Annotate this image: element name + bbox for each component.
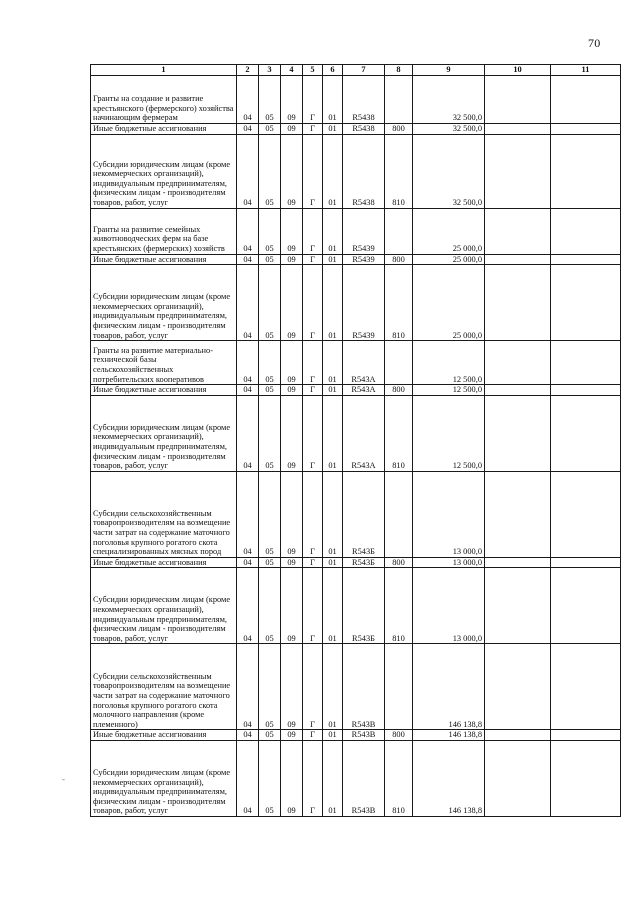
- col-5-cell: Г: [303, 341, 323, 385]
- table-row: [91, 254, 621, 265]
- col-3-cell: 05: [259, 557, 281, 568]
- amount-cell: 32 500,0: [413, 134, 485, 208]
- target-code-cell: R5439: [343, 208, 385, 254]
- expense-type-cell: 800: [385, 385, 413, 396]
- col-11-cell: [551, 568, 621, 644]
- row-name-cell: Субсидии юридическим лицам (кроме некоммерческих организаций), индивидуальным предпринимателям, физическим лицам - производителям товаров, работ, услуг: [91, 395, 237, 471]
- col-10-cell: [485, 134, 551, 208]
- expense-type-cell: 810: [385, 568, 413, 644]
- col-10-cell: [485, 740, 551, 816]
- col-11-cell: [551, 76, 621, 124]
- col-6-cell: 01: [323, 265, 343, 341]
- col-4-cell: 09: [281, 568, 303, 644]
- col-6-cell: 01: [323, 124, 343, 135]
- col-5-cell: Г: [303, 740, 323, 816]
- col-2-cell: 04: [237, 557, 259, 568]
- col-4-cell: 09: [281, 134, 303, 208]
- row-name-cell: Гранты на развитие семейных животноводческих ферм на базе крестьянских (фермерских) хозяйств: [91, 208, 237, 254]
- scan-mark: -: [62, 774, 65, 784]
- col-5-cell: Г: [303, 76, 323, 124]
- col-11-cell: [551, 557, 621, 568]
- header-cell: 9: [413, 65, 485, 76]
- col-4-cell: 09: [281, 557, 303, 568]
- col-11-cell: [551, 385, 621, 396]
- target-code-cell: R543Б: [343, 471, 385, 557]
- col-10-cell: [485, 568, 551, 644]
- target-code-cell: R5438: [343, 76, 385, 124]
- col-3-cell: 05: [259, 740, 281, 816]
- col-11-cell: [551, 254, 621, 265]
- row-name-cell: Субсидии сельскохозяйственным товаропроизводителям на возмещение части затрат на содержание маточного поголовья крупного рогатого скота специализированных мясных пород: [91, 471, 237, 557]
- row-name-cell: Субсидии юридическим лицам (кроме некоммерческих организаций), индивидуальным предпринимателям, физическим лицам - производителям товаров, работ, услуг: [91, 265, 237, 341]
- amount-cell: 13 000,0: [413, 568, 485, 644]
- col-6-cell: 01: [323, 76, 343, 124]
- col-3-cell: 05: [259, 254, 281, 265]
- target-code-cell: R5439: [343, 265, 385, 341]
- col-4-cell: 09: [281, 740, 303, 816]
- target-code-cell: R5438: [343, 124, 385, 135]
- expense-type-cell: [385, 471, 413, 557]
- target-code-cell: R543В: [343, 644, 385, 730]
- amount-cell: 32 500,0: [413, 76, 485, 124]
- col-6-cell: 01: [323, 208, 343, 254]
- table-row: [91, 740, 621, 816]
- row-name-cell: Гранты на создание и развитие крестьянского (фермерского) хозяйства начинающим фермерам: [91, 76, 237, 124]
- col-4-cell: 09: [281, 254, 303, 265]
- col-10-cell: [485, 385, 551, 396]
- col-2-cell: 04: [237, 134, 259, 208]
- col-3-cell: 05: [259, 76, 281, 124]
- col-2-cell: 04: [237, 740, 259, 816]
- header-cell: 8: [385, 65, 413, 76]
- expense-type-cell: 800: [385, 730, 413, 741]
- col-3-cell: 05: [259, 644, 281, 730]
- table-row: [91, 76, 621, 124]
- col-5-cell: Г: [303, 134, 323, 208]
- expense-type-cell: 800: [385, 557, 413, 568]
- col-6-cell: 01: [323, 730, 343, 741]
- table-row: [91, 471, 621, 557]
- table-row: [91, 568, 621, 644]
- col-4-cell: 09: [281, 730, 303, 741]
- col-10-cell: [485, 208, 551, 254]
- col-5-cell: Г: [303, 385, 323, 396]
- header-cell: 1: [91, 65, 237, 76]
- col-4-cell: 09: [281, 208, 303, 254]
- col-4-cell: 09: [281, 471, 303, 557]
- col-11-cell: [551, 644, 621, 730]
- expense-type-cell: 810: [385, 134, 413, 208]
- col-4-cell: 09: [281, 644, 303, 730]
- col-10-cell: [485, 254, 551, 265]
- col-10-cell: [485, 730, 551, 741]
- col-2-cell: 04: [237, 76, 259, 124]
- col-6-cell: 01: [323, 644, 343, 730]
- header-cell: 5: [303, 65, 323, 76]
- col-2-cell: 04: [237, 265, 259, 341]
- row-name-cell: Иные бюджетные ассигнования: [91, 557, 237, 568]
- amount-cell: 146 138,8: [413, 644, 485, 730]
- target-code-cell: R543Б: [343, 557, 385, 568]
- col-6-cell: 01: [323, 134, 343, 208]
- table-row: [91, 208, 621, 254]
- budget-table: [90, 64, 621, 817]
- expense-type-cell: [385, 644, 413, 730]
- col-5-cell: Г: [303, 568, 323, 644]
- col-2-cell: 04: [237, 385, 259, 396]
- expense-type-cell: 810: [385, 265, 413, 341]
- target-code-cell: R5438: [343, 134, 385, 208]
- col-3-cell: 05: [259, 134, 281, 208]
- table-row: [91, 134, 621, 208]
- col-3-cell: 05: [259, 395, 281, 471]
- col-11-cell: [551, 208, 621, 254]
- table-row: [91, 395, 621, 471]
- table-row: [91, 124, 621, 135]
- col-10-cell: [485, 341, 551, 385]
- col-2-cell: 04: [237, 730, 259, 741]
- col-5-cell: Г: [303, 471, 323, 557]
- expense-type-cell: [385, 76, 413, 124]
- row-name-cell: Субсидии юридическим лицам (кроме некоммерческих организаций), индивидуальным предпринимателям, физическим лицам - производителям товаров, работ, услуг: [91, 134, 237, 208]
- col-2-cell: 04: [237, 124, 259, 135]
- col-11-cell: [551, 265, 621, 341]
- table-row: [91, 341, 621, 385]
- expense-type-cell: 800: [385, 124, 413, 135]
- target-code-cell: R543A: [343, 385, 385, 396]
- col-2-cell: 04: [237, 395, 259, 471]
- table-row: [91, 644, 621, 730]
- col-2-cell: 04: [237, 254, 259, 265]
- row-name-cell: Гранты на развитие материально-технической базы сельскохозяйственных потребительских кооперативов: [91, 341, 237, 385]
- expense-type-cell: 800: [385, 254, 413, 265]
- amount-cell: 25 000,0: [413, 208, 485, 254]
- col-5-cell: Г: [303, 265, 323, 341]
- col-11-cell: [551, 740, 621, 816]
- col-5-cell: Г: [303, 730, 323, 741]
- col-4-cell: 09: [281, 341, 303, 385]
- expense-type-cell: 810: [385, 395, 413, 471]
- target-code-cell: R543A: [343, 395, 385, 471]
- table-row: [91, 265, 621, 341]
- col-4-cell: 09: [281, 385, 303, 396]
- col-10-cell: [485, 471, 551, 557]
- col-11-cell: [551, 395, 621, 471]
- col-3-cell: 05: [259, 124, 281, 135]
- amount-cell: 32 500,0: [413, 124, 485, 135]
- col-10-cell: [485, 265, 551, 341]
- col-2-cell: 04: [237, 341, 259, 385]
- col-5-cell: Г: [303, 124, 323, 135]
- col-6-cell: 01: [323, 471, 343, 557]
- col-4-cell: 09: [281, 395, 303, 471]
- col-3-cell: 05: [259, 471, 281, 557]
- col-2-cell: 04: [237, 568, 259, 644]
- col-10-cell: [485, 644, 551, 730]
- expense-type-cell: 810: [385, 740, 413, 816]
- col-6-cell: 01: [323, 568, 343, 644]
- amount-cell: 146 138,8: [413, 730, 485, 741]
- table-row: [91, 730, 621, 741]
- col-11-cell: [551, 134, 621, 208]
- col-10-cell: [485, 124, 551, 135]
- target-code-cell: R543Б: [343, 568, 385, 644]
- col-11-cell: [551, 341, 621, 385]
- col-2-cell: 04: [237, 208, 259, 254]
- col-6-cell: 01: [323, 385, 343, 396]
- col-6-cell: 01: [323, 341, 343, 385]
- col-5-cell: Г: [303, 208, 323, 254]
- target-code-cell: R543A: [343, 341, 385, 385]
- col-10-cell: [485, 557, 551, 568]
- table-row: [91, 557, 621, 568]
- col-2-cell: 04: [237, 644, 259, 730]
- row-name-cell: Субсидии сельскохозяйственным товаропроизводителям на возмещение части затрат на содержание маточного поголовья крупного рогатого скота молочного направления (кроме племенного): [91, 644, 237, 730]
- col-3-cell: 05: [259, 568, 281, 644]
- col-3-cell: 05: [259, 265, 281, 341]
- row-name-cell: Иные бюджетные ассигнования: [91, 385, 237, 396]
- header-row: [91, 65, 621, 76]
- amount-cell: 13 000,0: [413, 471, 485, 557]
- expense-type-cell: [385, 341, 413, 385]
- col-5-cell: Г: [303, 644, 323, 730]
- amount-cell: 13 000,0: [413, 557, 485, 568]
- amount-cell: 12 500,0: [413, 385, 485, 396]
- col-4-cell: 09: [281, 76, 303, 124]
- target-code-cell: R543В: [343, 740, 385, 816]
- col-6-cell: 01: [323, 557, 343, 568]
- header-cell: 10: [485, 65, 551, 76]
- amount-cell: 12 500,0: [413, 341, 485, 385]
- col-11-cell: [551, 730, 621, 741]
- header-cell: 7: [343, 65, 385, 76]
- expense-type-cell: [385, 208, 413, 254]
- page-number: 70: [588, 36, 601, 50]
- row-name-cell: Иные бюджетные ассигнования: [91, 124, 237, 135]
- row-name-cell: Субсидии юридическим лицам (кроме некоммерческих организаций), индивидуальным предпринимателям, физическим лицам - производителям товаров, работ, услуг: [91, 740, 237, 816]
- col-3-cell: 05: [259, 730, 281, 741]
- col-11-cell: [551, 124, 621, 135]
- header-cell: 6: [323, 65, 343, 76]
- row-name-cell: Иные бюджетные ассигнования: [91, 254, 237, 265]
- col-10-cell: [485, 76, 551, 124]
- row-name-cell: Субсидии юридическим лицам (кроме некоммерческих организаций), индивидуальным предпринимателям, физическим лицам - производителям товаров, работ, услуг: [91, 568, 237, 644]
- col-11-cell: [551, 471, 621, 557]
- header-cell: 2: [237, 65, 259, 76]
- col-5-cell: Г: [303, 254, 323, 265]
- col-3-cell: 05: [259, 385, 281, 396]
- col-3-cell: 05: [259, 341, 281, 385]
- col-5-cell: Г: [303, 557, 323, 568]
- amount-cell: 25 000,0: [413, 254, 485, 265]
- col-5-cell: Г: [303, 395, 323, 471]
- row-name-cell: Иные бюджетные ассигнования: [91, 730, 237, 741]
- col-4-cell: 09: [281, 124, 303, 135]
- header-cell: 11: [551, 65, 621, 76]
- table-row: [91, 385, 621, 396]
- amount-cell: 25 000,0: [413, 265, 485, 341]
- col-6-cell: 01: [323, 740, 343, 816]
- amount-cell: 12 500,0: [413, 395, 485, 471]
- header-cell: 4: [281, 65, 303, 76]
- col-10-cell: [485, 395, 551, 471]
- col-3-cell: 05: [259, 208, 281, 254]
- col-2-cell: 04: [237, 471, 259, 557]
- col-6-cell: 01: [323, 395, 343, 471]
- header-cell: 3: [259, 65, 281, 76]
- col-4-cell: 09: [281, 265, 303, 341]
- target-code-cell: R5439: [343, 254, 385, 265]
- col-6-cell: 01: [323, 254, 343, 265]
- amount-cell: 146 138,8: [413, 740, 485, 816]
- target-code-cell: R543В: [343, 730, 385, 741]
